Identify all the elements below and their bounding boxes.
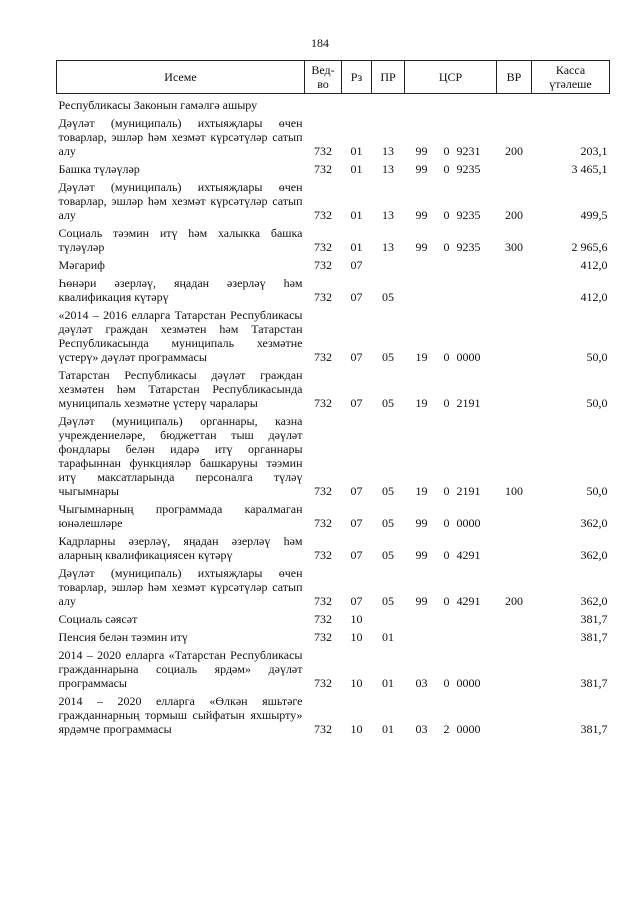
table-row	[57, 176, 610, 222]
row-rz: 07	[350, 516, 363, 530]
row-csr-direction	[455, 608, 497, 626]
row-csr-program: 99	[415, 516, 428, 530]
row-name: Социаль тәэмин итү һәм халыкка башка түләүләр	[58, 226, 303, 254]
row-vr	[497, 626, 532, 644]
row-vr	[497, 158, 532, 176]
row-pr: 05	[382, 396, 394, 410]
table-row	[57, 158, 610, 176]
row-dept: 732	[314, 350, 332, 364]
row-csr-direction	[455, 626, 497, 644]
row-csr-direction: 4291	[456, 548, 481, 562]
row-dept: 732	[314, 484, 332, 498]
page-number: 184	[311, 36, 329, 50]
header-amount: Касса үтәлеше	[532, 61, 610, 94]
row-csr-subprogram: 0	[443, 162, 450, 176]
row-vr	[497, 608, 532, 626]
row-csr-direction: 0000	[456, 516, 481, 530]
row-csr-subprogram: 0	[443, 548, 450, 562]
row-amount: 362,0	[580, 594, 608, 608]
row-csr-program	[405, 608, 439, 626]
row-vr	[497, 272, 532, 304]
row-rz: 07	[350, 484, 363, 498]
row-pr: 13	[382, 162, 394, 176]
table-row	[57, 364, 610, 410]
row-pr: 05	[382, 548, 394, 562]
row-csr-subprogram: 0	[443, 516, 450, 530]
table-row	[57, 94, 610, 113]
row-dept: 732	[314, 240, 332, 254]
budget-table	[56, 60, 610, 736]
row-amount: 499,5	[580, 208, 608, 222]
row-name: Һөнәри әзерләү, яңадан әзерләү һәм квалификация күтәрү	[58, 276, 303, 304]
row-rz: 01	[350, 208, 363, 222]
row-dept: 732	[314, 516, 332, 530]
row-rz: 07	[350, 594, 363, 608]
row-vr	[497, 530, 532, 562]
row-rz: 07	[350, 350, 363, 364]
row-pr: 13	[382, 240, 394, 254]
row-pr: 05	[382, 484, 394, 498]
row-csr-program: 99	[415, 240, 428, 254]
row-amount: 3 465,1	[571, 162, 608, 176]
row-name: 2014 – 2020 елларга «Татарстан Республикасы гражданнарына социаль ярдәм» дәүләт программасы	[58, 648, 303, 690]
row-pr	[372, 608, 405, 626]
row-name: Социаль сәясәт	[58, 612, 138, 626]
row-dept: 732	[314, 676, 332, 690]
row-csr-program: 99	[415, 548, 428, 562]
table-row	[57, 626, 610, 644]
row-csr-direction	[455, 272, 497, 304]
row-amount: 50,0	[586, 396, 608, 410]
row-vr	[497, 644, 532, 690]
row-pr: 05	[382, 290, 394, 304]
row-dept: 732	[314, 612, 332, 626]
row-pr: 01	[382, 630, 394, 644]
header-dept: Вед-во	[305, 61, 342, 94]
row-csr-program: 19	[415, 396, 428, 410]
row-rz: 01	[350, 162, 363, 176]
row-dept: 732	[314, 144, 332, 158]
row-dept	[305, 94, 342, 113]
table-row	[57, 304, 610, 364]
header-pr: ПР	[372, 61, 405, 94]
row-pr: 05	[382, 350, 394, 364]
row-name: Дәүләт (муниципаль) ихтыяҗлары өчен товарлар, эшләр һәм хезмәт күрсәтүләр сатып алу	[58, 180, 303, 222]
row-csr-direction	[455, 94, 497, 113]
row-dept: 732	[314, 162, 332, 176]
row-csr-program	[405, 94, 439, 113]
row-vr: 200	[505, 208, 523, 222]
row-rz: 07	[350, 258, 363, 272]
row-csr-program: 99	[415, 162, 428, 176]
table-row	[57, 112, 610, 158]
row-csr-program: 99	[415, 208, 428, 222]
row-csr-program	[405, 626, 439, 644]
row-csr-program: 19	[415, 350, 428, 364]
row-dept: 732	[314, 258, 332, 272]
row-vr: 200	[505, 594, 523, 608]
row-amount: 381,7	[580, 612, 608, 626]
table-header-row	[57, 61, 610, 94]
row-rz: 07	[350, 396, 363, 410]
row-pr	[372, 254, 405, 272]
row-pr: 01	[382, 676, 394, 690]
row-csr-subprogram: 0	[443, 484, 450, 498]
row-dept: 732	[314, 630, 332, 644]
row-pr: 05	[382, 516, 394, 530]
table-row	[57, 562, 610, 608]
row-amount: 412,0	[580, 258, 608, 272]
row-csr-direction: 9235	[456, 208, 481, 222]
row-csr-program: 19	[415, 484, 428, 498]
row-csr-program	[405, 254, 439, 272]
row-csr-subprogram: 0	[443, 396, 450, 410]
row-csr-direction: 2191	[456, 484, 481, 498]
row-dept: 732	[314, 290, 332, 304]
row-csr-program	[405, 272, 439, 304]
row-amount: 203,1	[580, 144, 608, 158]
row-name: Дәүләт (муниципаль) ихтыяҗлары өчен товарлар, эшләр һәм хезмәт күрсәтүләр сатып алу	[58, 566, 303, 608]
row-rz: 10	[350, 612, 363, 626]
row-name: Чыгымнарның программада каралмаган юнәлешләре	[58, 502, 303, 530]
row-amount: 381,7	[580, 630, 608, 644]
row-csr-program: 99	[415, 144, 428, 158]
row-name: Дәүләт (муниципаль) органнары, казна учреждениеләре, бюджеттан тыш дәүләт фондлары белән идарә итү органнары тарафыннан функцияләр башкаруны тәэмин итү максатларында персоналга түләү чыгымнары	[58, 414, 303, 498]
row-name: «2014 – 2016 елларга Татарстан Республикасы дәүләт граждан хезмәтен һәм Татарстан Республикасында муниципаль хезмәтне үстерү» дәүләт программасы	[58, 308, 303, 364]
row-name: Татарстан Республикасы дәүләт граждан хезмәтен һәм Татарстан Республикасында муниципаль хезмәтне үстерү чаралары	[58, 368, 303, 410]
row-csr-subprogram: 0	[443, 350, 450, 364]
row-csr-subprogram	[439, 254, 455, 272]
row-rz: 07	[350, 290, 363, 304]
table-row	[57, 222, 610, 254]
row-csr-subprogram: 0	[443, 144, 450, 158]
table-row	[57, 498, 610, 530]
row-amount: 362,0	[580, 516, 608, 530]
row-csr-direction: 0000	[456, 722, 481, 736]
row-csr-program: 03	[415, 676, 428, 690]
row-pr: 05	[382, 594, 394, 608]
row-amount: 381,7	[580, 676, 608, 690]
row-csr-direction: 2191	[456, 396, 481, 410]
row-csr-subprogram: 2	[443, 722, 450, 736]
row-rz	[342, 94, 372, 113]
row-vr: 300	[505, 240, 523, 254]
row-name: Мәгариф	[58, 258, 105, 272]
row-amount	[532, 94, 610, 113]
row-vr: 100	[505, 484, 523, 498]
row-dept: 732	[314, 722, 332, 736]
row-dept: 732	[314, 594, 332, 608]
table-row	[57, 530, 610, 562]
row-name: 2014 – 2020 елларга «Өлкән яшьтәге гражданнарның тормыш сыйфатын яхшырту» ярдәмче программасы	[58, 694, 303, 736]
table-row	[57, 608, 610, 626]
row-rz: 07	[350, 548, 363, 562]
header-name: Исеме	[57, 61, 305, 94]
row-amount: 50,0	[586, 484, 608, 498]
row-csr-subprogram	[439, 608, 455, 626]
row-amount: 2 965,6	[571, 240, 608, 254]
row-csr-direction	[455, 254, 497, 272]
row-dept: 732	[314, 548, 332, 562]
row-csr-subprogram: 0	[443, 240, 450, 254]
row-rz: 10	[350, 676, 363, 690]
table-row	[57, 410, 610, 498]
row-amount: 412,0	[580, 290, 608, 304]
row-vr	[497, 690, 532, 736]
row-rz: 01	[350, 240, 363, 254]
row-dept: 732	[314, 208, 332, 222]
table-row	[57, 644, 610, 690]
row-pr: 01	[382, 722, 394, 736]
row-csr-direction: 9235	[456, 162, 481, 176]
row-amount: 362,0	[580, 548, 608, 562]
row-csr-subprogram	[439, 272, 455, 304]
row-dept: 732	[314, 396, 332, 410]
row-csr-subprogram	[439, 626, 455, 644]
row-csr-direction: 9231	[456, 144, 481, 158]
row-rz: 01	[350, 144, 363, 158]
row-pr	[372, 94, 405, 113]
table-row	[57, 690, 610, 736]
header-vr: ВР	[497, 61, 532, 94]
row-vr	[497, 364, 532, 410]
row-name: Кадрларны әзерләү, яңадан әзерләү һәм аларның квалификациясен күтәрү	[58, 534, 303, 562]
header-rz: Рз	[342, 61, 372, 94]
row-name: Башка түләүләр	[58, 162, 140, 176]
row-pr: 13	[382, 144, 394, 158]
row-csr-direction: 0000	[456, 676, 481, 690]
row-rz: 10	[350, 722, 363, 736]
row-name: Пенсия белән тәэмин итү	[58, 630, 188, 644]
row-vr: 200	[505, 144, 523, 158]
row-pr: 13	[382, 208, 394, 222]
row-vr	[497, 94, 532, 113]
row-csr-subprogram: 0	[443, 676, 450, 690]
row-amount: 50,0	[586, 350, 608, 364]
row-name: Дәүләт (муниципаль) ихтыяҗлары өчен товарлар, эшләр һәм хезмәт күрсәтүләр сатып алу	[58, 116, 303, 158]
row-vr	[497, 498, 532, 530]
row-csr-subprogram: 0	[443, 208, 450, 222]
table-row	[57, 254, 610, 272]
row-csr-subprogram	[439, 94, 455, 113]
row-csr-program: 03	[415, 722, 428, 736]
row-csr-direction: 4291	[456, 594, 481, 608]
row-name: Республикасы Законын гамәлгә ашыру	[58, 98, 258, 112]
row-amount: 381,7	[580, 722, 608, 736]
header-csr: ЦСР	[405, 61, 497, 94]
row-vr	[497, 304, 532, 364]
row-csr-direction: 0000	[456, 350, 481, 364]
row-vr	[497, 254, 532, 272]
row-rz: 10	[350, 630, 363, 644]
row-csr-subprogram: 0	[443, 594, 450, 608]
row-csr-program: 99	[415, 594, 428, 608]
row-csr-direction: 9235	[456, 240, 481, 254]
table-row	[57, 272, 610, 304]
